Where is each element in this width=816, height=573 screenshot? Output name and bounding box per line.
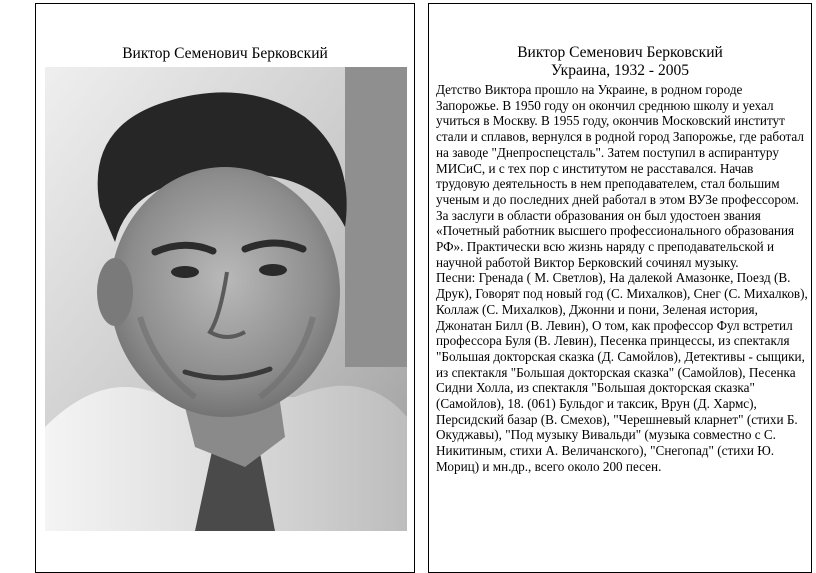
bio-text [436, 82, 808, 475]
bio-paragraph: Детство Виктора прошло на Украине, в родном городе Запорожье. В 1950 году он окончил среднюю школу и уехал учиться в Москву. В 1955 году, окончив Московский институт стали и сплавов, вернулся в родной город Запорожье, где работал на заводе "Днепроспецсталь". Затем поступил в аспирантуру МИСиС, и с тех пор с институтом не расставался. Начав трудовую деятельность в нем преподавателем, стал большим ученым и до последних дней работал в этом ВУЗе профессором. За заслуги в области образования он был удостоен звания «Почетный работник высшего профессионального образования РФ». Практически всю жизнь наряду с преподавательской и научной работой Виктор Берковский сочинял музыку. [436, 82, 804, 270]
portrait-caption: Виктор Семенович Берковский [122, 45, 328, 62]
bio-title-years: Украина, 1932 - 2005 [551, 62, 689, 79]
songs-paragraph: Песни: Гренада ( М. Светлов), На далекой Амазонке, Поезд (В. Друк), Говорят под новый год (С. Михалков), Снег (С. Михалков), Коллаж (С. Михалков), Джонни и пони, Зеленая история, Джонатан Билл (В. Левин), О том, как профессор Фул встретил профессора Буля (В. Левин), Песенка принцессы, из спектакля "Большая докторская сказка (Д. Самойлов), Детективы - сыщики, из спектакля "Большая докторская сказка" (Самойлов), Песенка Сидни Холла, из спектакля "Большая докторская сказка" (Самойлов), 18. (061) Бульдог и таксик, Врун (Д. Хармс), Персидский базар (В. Смехов), "Черешневый кларнет" (стихи Б. Окуджавы), "Под музыку Вивальди" (музыка совместно с С. Никитиным, стихи А. Величанского), "Снегопад" (стихи Ю. Мориц) и мн.др., всего около 200 песен. [436, 270, 808, 474]
right-page [428, 3, 812, 573]
bio-title-name: Виктор Семенович Берковский [517, 44, 723, 61]
bio-title [429, 44, 811, 80]
portrait-photo [45, 67, 407, 531]
left-page [35, 3, 415, 573]
